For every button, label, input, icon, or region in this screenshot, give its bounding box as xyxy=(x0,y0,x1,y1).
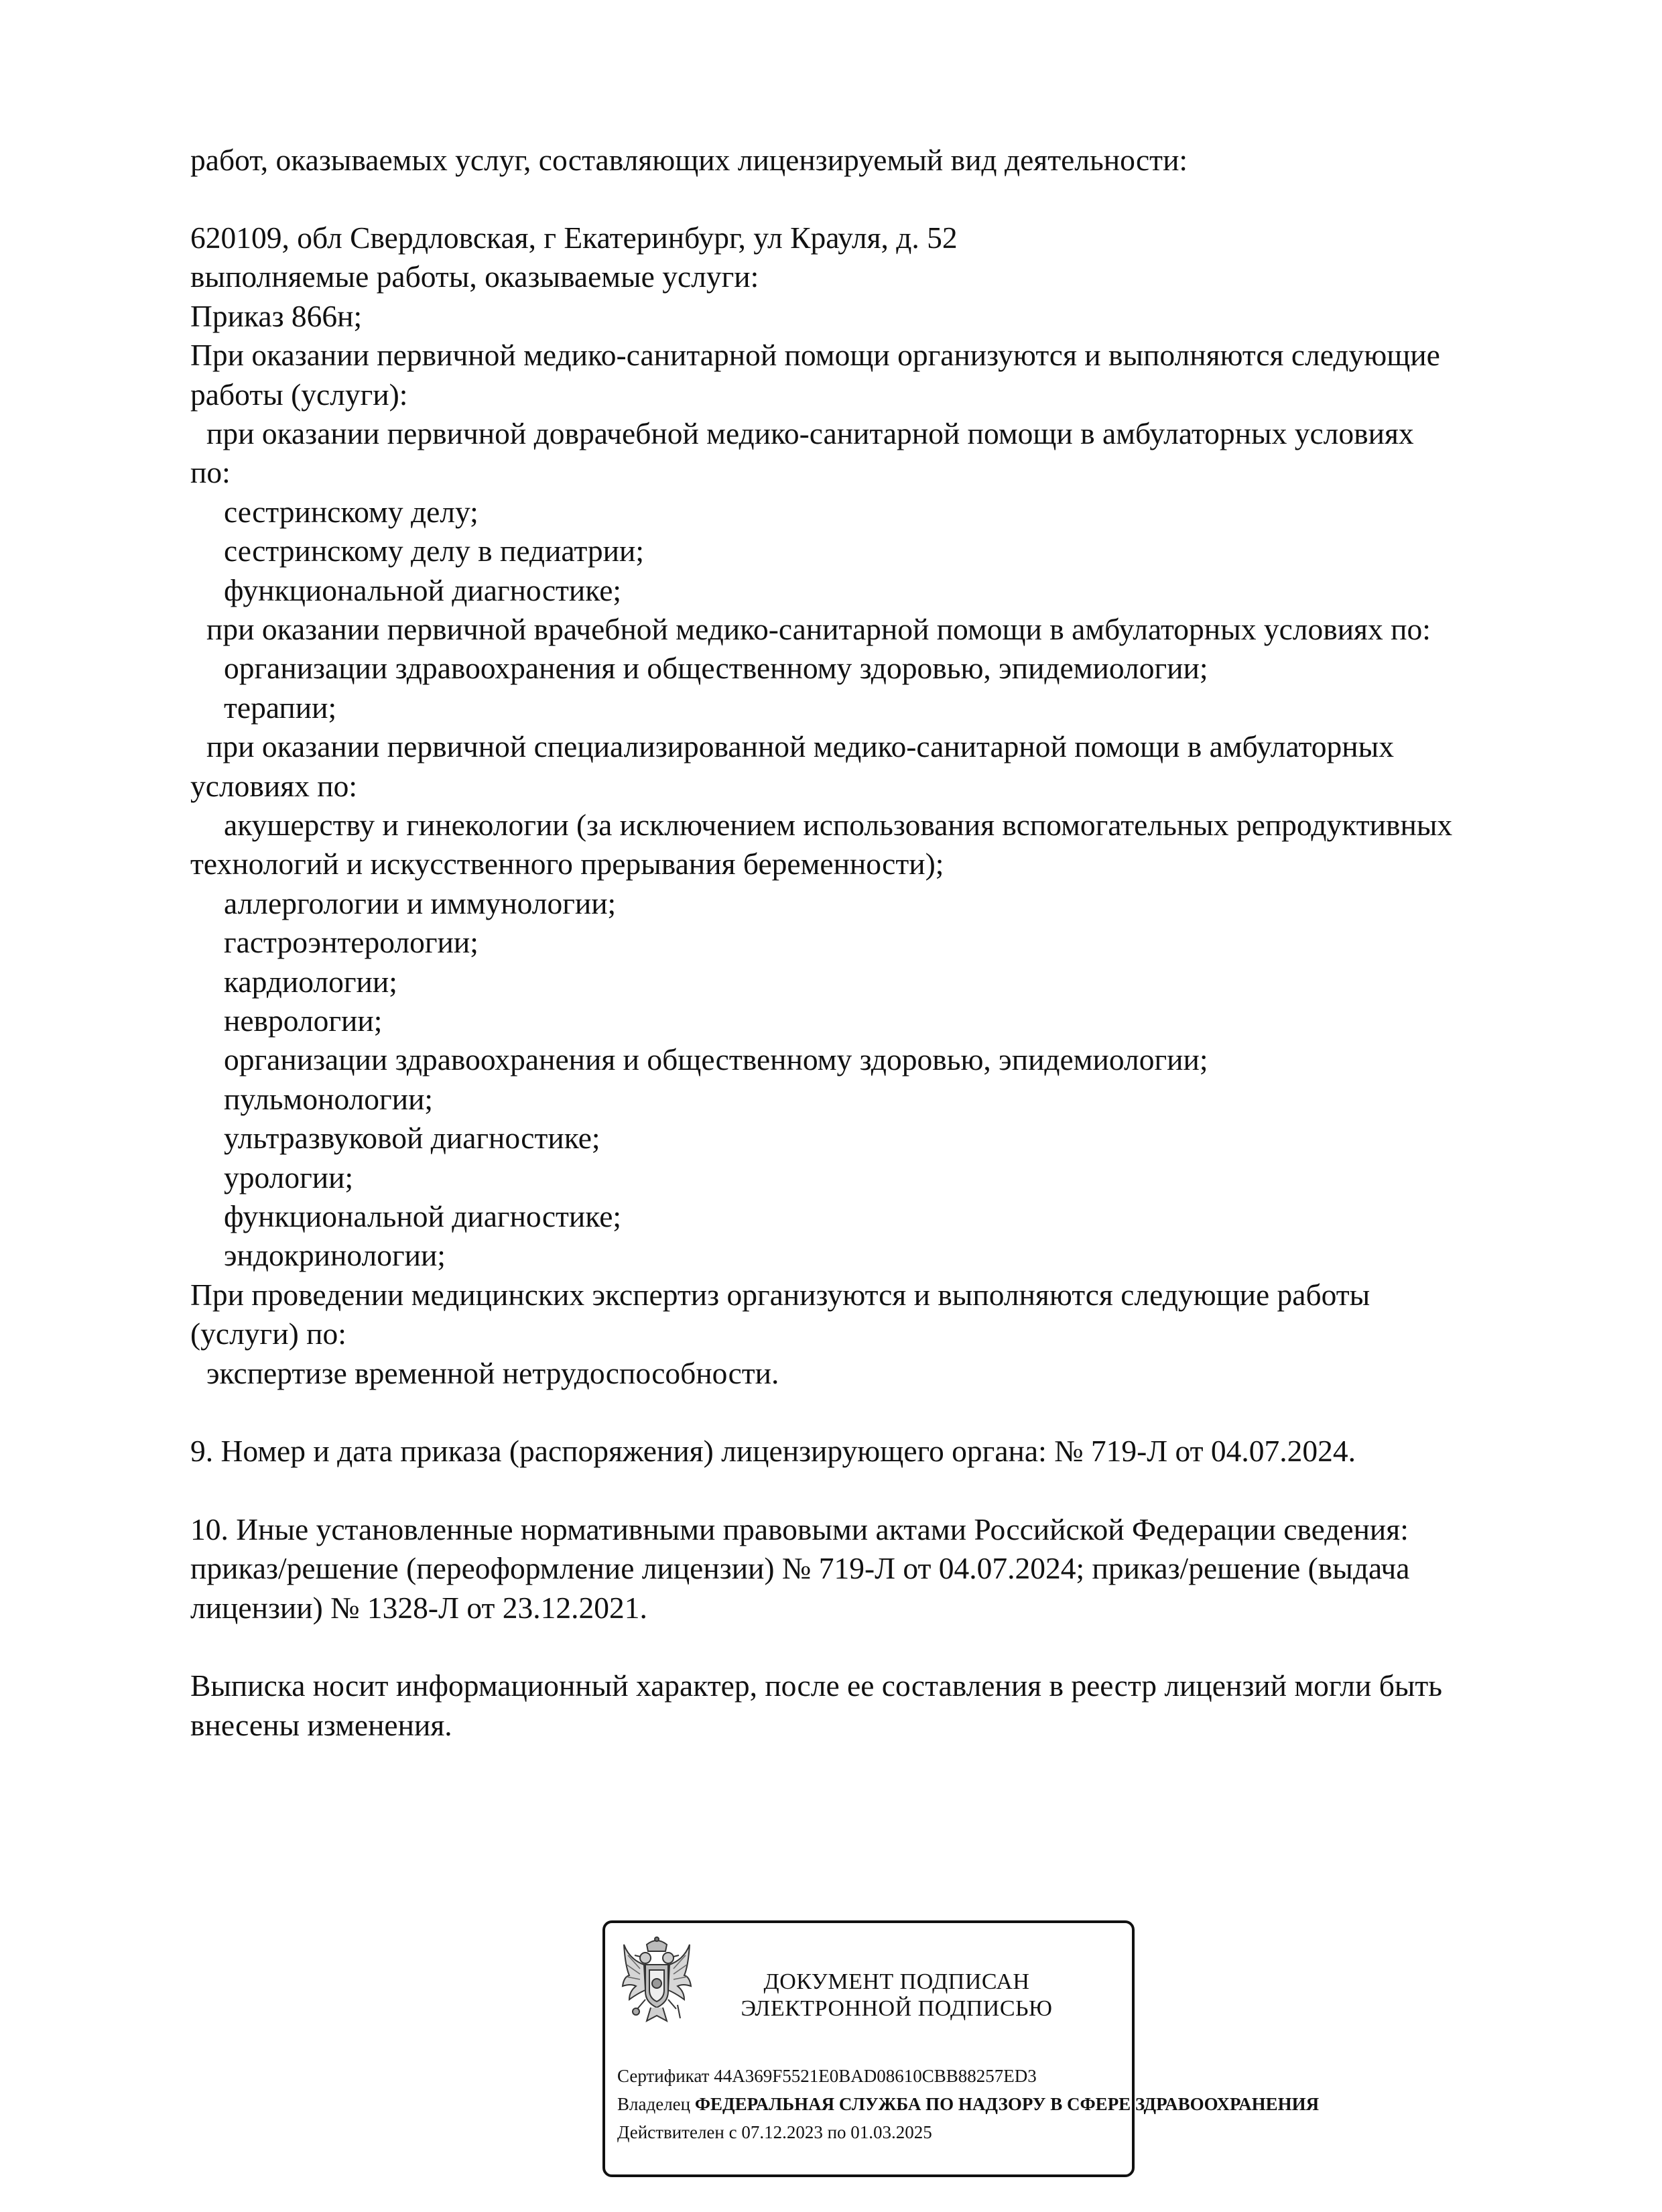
text-line: Выписка носит информационный характер, после ее составления в реестр лицензий могли быть xyxy=(190,1668,1443,1703)
certificate-owner xyxy=(617,2092,1319,2116)
owner-value: ФЕДЕРАЛЬНАЯ СЛУЖБА ПО НАДЗОРУ В СФЕРЕ ЗДРАВООХРАНЕНИЯ xyxy=(694,2094,1320,2114)
list-item: аллергологии и иммунологии; xyxy=(224,886,617,920)
list-item: сестринскому делу в педиатрии; xyxy=(224,534,644,568)
text-line: При оказании первичной медико-санитарной помощи организуются и выполняются следующие xyxy=(190,338,1440,372)
text-line: (услуги) по: xyxy=(190,1316,346,1351)
text-line: работы (услуги): xyxy=(190,377,408,412)
list-item: неврологии; xyxy=(224,1003,383,1038)
certificate-number: Сертификат 44A369F5521E0BAD08610CBB88257ED3 xyxy=(617,2066,1037,2086)
address-line: 620109, обл Свердловская, г Екатеринбург, ул Крауля, д. 52 xyxy=(190,221,958,255)
list-item: экспертизе временной нетрудоспособности. xyxy=(206,1356,779,1390)
russian-coat-of-arms-icon xyxy=(620,1935,694,2028)
certificate-validity: Действителен с 07.12.2023 по 01.03.2025 xyxy=(617,2122,932,2142)
text-line: лицензии) № 1328-Л от 23.12.2021. xyxy=(190,1591,647,1625)
list-item: ультразвуковой диагностике; xyxy=(224,1121,600,1155)
list-item: сестринскому делу; xyxy=(224,495,478,529)
text-line: при оказании первичной специализированной медико-санитарной помощи в амбулаторных xyxy=(206,729,1394,763)
stamp-title-line2: ЭЛЕКТРОННОЙ ПОДПИСЬЮ xyxy=(741,1996,1053,2021)
list-item: эндокринологии; xyxy=(224,1238,446,1272)
list-item: терапии; xyxy=(224,690,337,725)
signature-stamp xyxy=(602,1920,1320,2177)
text-line: условиях по: xyxy=(190,769,358,803)
text-line: выполняемые работы, оказываемые услуги: xyxy=(190,259,759,294)
list-item: урологии; xyxy=(224,1160,354,1194)
owner-label: Владелец xyxy=(617,2094,691,2114)
list-item: кардиологии; xyxy=(224,965,397,999)
text-line: Приказ 866н; xyxy=(190,299,363,333)
text-line: при оказании первичной доврачебной медико-санитарной помощи в амбулаторных условиях xyxy=(206,416,1414,450)
list-item: организации здравоохранения и общественному здоровью, эпидемиологии; xyxy=(224,651,1208,685)
text-line: технологий и искусственного прерывания беременности); xyxy=(190,847,944,881)
list-item: гастроэнтерологии; xyxy=(224,925,478,959)
list-item: функциональной диагностике; xyxy=(224,1199,622,1233)
list-item: акушерству и гинекологии (за исключением использования вспомогательных репродуктивных xyxy=(224,808,1453,842)
text-line: работ, оказываемых услуг, составляющих лицензируемый вид деятельности: xyxy=(190,143,1188,177)
text-line: при оказании первичной врачебной медико-санитарной помощи в амбулаторных условиях по: xyxy=(206,612,1431,646)
text-line: внесены изменения. xyxy=(190,1708,452,1742)
text-line: При проведении медицинских экспертиз организуются и выполняются следующие работы xyxy=(190,1278,1370,1312)
list-item: организации здравоохранения и общественному здоровью, эпидемиологии; xyxy=(224,1042,1208,1077)
text-line: приказ/решение (переоформление лицензии) № 719-Л от 04.07.2024; приказ/решение (выдача xyxy=(190,1551,1410,1585)
stamp-title-line1: ДОКУМЕНТ ПОДПИСАН xyxy=(763,1969,1030,1994)
text-line: 10. Иные установленные нормативными правовыми актами Российской Федерации сведения: xyxy=(190,1512,1409,1546)
order-number-line: 9. Номер и дата приказа (распоряжения) лицензирующего органа: № 719-Л от 04.07.2024. xyxy=(190,1434,1356,1468)
text-line: по: xyxy=(190,455,231,489)
list-item: пульмонологии; xyxy=(224,1082,434,1116)
list-item: функциональной диагностике; xyxy=(224,573,622,607)
